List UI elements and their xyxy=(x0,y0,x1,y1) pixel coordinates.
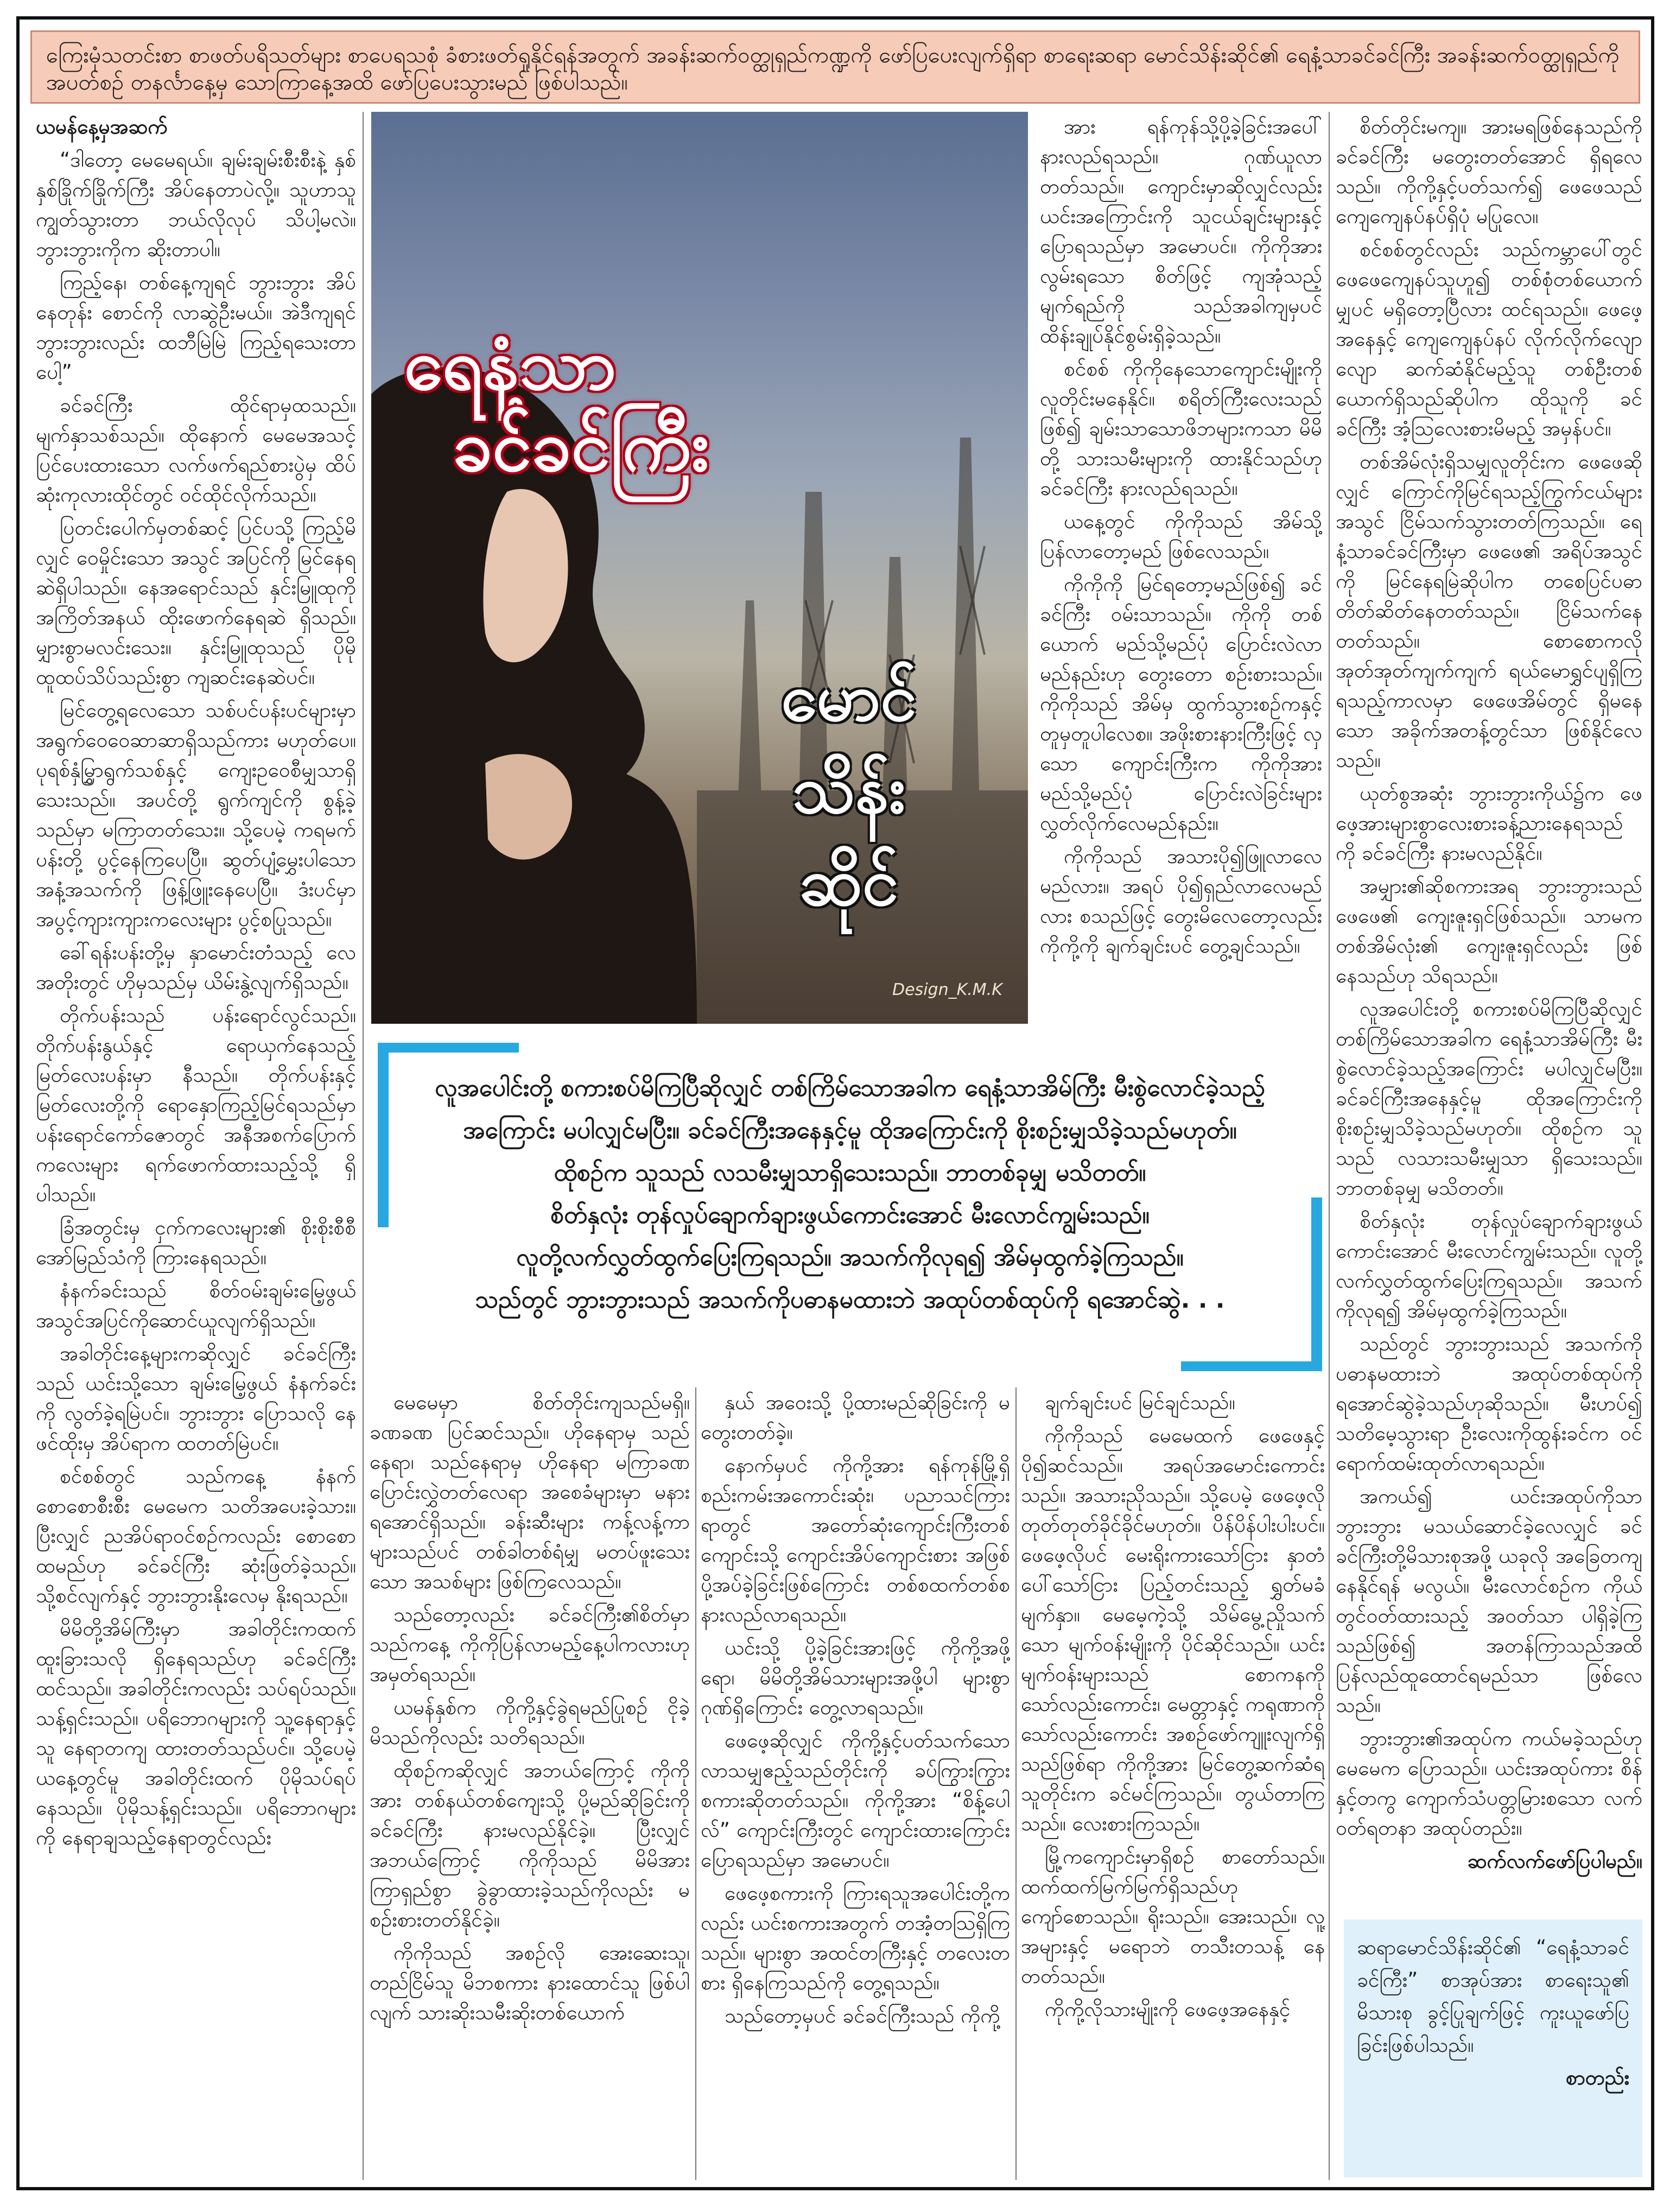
paragraph: ထိုစဉ်ကဆိုလျှင် အဘယ်ကြောင့် ကိုကိုအား တစ်နယ်တစ်ကျေးသို့ ပို့မည်ဆိုခြင်းကို ခင်ခင်ကြီး နားမလည်နိုင်ခဲ့။ ပြီးလျှင် အဘယ်ကြောင့် ကိုကိုသည် မိမိအား ကြာရှည်စွာ ခွဲခွာထားခဲ့သည်ကိုလည်း မစဉ်းစားတတ်နိုင်ခဲ့။ xyxy=(370,1759,690,1931)
pull-quote-line: ထိုစဉ်က သူသည် လသမီးမျှသာရှိသေးသည်။ ဘာတစ်ခုမျှ မသိတတ်။ xyxy=(554,1159,1146,1187)
paragraph: ကိုကို့လိုသားမျိုးကို ဖေဖေ့အနေနှင့် xyxy=(1045,1998,1291,2021)
pull-quote-line: လူအပေါင်းတို့ စကားစပ်မိကြပြီဆိုလျှင် တစ်ကြိမ်သောအခါက ရေနံ့သာအိမ်ကြီး မီးစွဲလောင်ခဲ့သည့် xyxy=(435,1074,1265,1102)
paragraph: အကယ်၍ ယင်းအထုပ်ကိုသာ ဘွားဘွား မသယ်ဆောင်ခဲ့လေလျှင် ခင်ခင်ကြီးတို့မိသားစုအဖို့ ယခုလို အခြေတကျနေနိုင်ရန် မလွယ်။ မီးလောင်စဉ်က ကိုယ်တွင်ဝတ်ထားသည့် အဝတ်သာ ပါရှိခဲ့ကြသည်ဖြစ်၍ အတန်ကြာသည်အထိပြန်လည်ထူထောင်ရမည်သာ ဖြစ်လေသည်။ xyxy=(1336,1485,1642,1717)
cover-author-line2: သိန်း xyxy=(792,752,906,828)
story-column-bottom-1 xyxy=(370,1387,690,2185)
paragraph: စင်စစ်တွင်လည်း သည်ကမ္ဘာပေါ်တွင် ဖေဖေကျေနပ်သူဟူ၍ တစ်စုံတစ်ယောက်မျှပင် မရှိတော့ပြီလား ထင်ရသည်။ ဖေဖေ့အနေနှင့် ကျေကျေနပ်နပ် လိုက်လိုက်လျောလျော ဆက်ဆံနိုင်မည့်သူ တစ်ဦးတစ်ယောက်ရှိသည်ဆိုပါက ထိုသူကို ခင်ခင်ကြီး အံ့ဩလေးစားမိမည့် အမှန်ပင်။ xyxy=(1336,238,1642,440)
paragraph: “ဒါတော့ မေမေရယ်။ ချမ်းချမ်းစီးစီးနဲ့ နှစ်နှစ်ခြိုက်ခြိုက်ကြီး အိပ်နေတာပဲလို့။ သူဟာသူ ကျွတ်သွားတာ ဘယ်လိုလုပ် သိပါ့မလဲ။ ဘွားဘွားကိုက ဆိုးတာပါ။ xyxy=(36,148,356,261)
cover-author-line1: မောင် xyxy=(781,660,917,736)
pull-quote-line: သည်တွင် ဘွားဘွားသည် အသက်ကိုပဓာနမထားဘဲ အထုပ်တစ်ထုပ်ကို ရအောင်ဆွဲ. . . xyxy=(475,1286,1225,1314)
book-cover-image xyxy=(371,112,1028,1024)
story-column-bottom-2 xyxy=(701,1387,1010,2185)
paragraph: စိတ်နှလုံး တုန်လှုပ်ချောက်ချားဖွယ် ကောင်းအောင် မီးလောင်ကျွမ်းသည်။ လူတို့ လက်လွှတ်ထွက်ပြေးကြရသည်။ အသက်ကိုလုရ၍ အိမ်မှထွက်ခဲ့ကြသည်။ xyxy=(1336,1209,1642,1322)
paragraph: ကြည့်နေ၊ တစ်နေ့ကျရင် ဘွားဘွား အိပ်နေတုန်း စောင်ကို လာဆွဲဦးမယ်။ အဲဒီကျရင် ဘွားဘွားလည်း ထဘီမြဲမြဲ ကြည့်ရသေးတာပေါ့” xyxy=(36,271,356,384)
paragraph: ကိုကိုသည် မေမေထက် ဖေဖေနှင့် ပို၍ဆင်သည်။ အရပ်အမောင်းကောင်းသည်။ အသားညိုသည်။ သို့ပေမဲ့ ဖေဖေ့လို တုတ်တုတ်ခိုင်ခိုင်မဟုတ်။ ပိန်ပိန်ပါးပါးပင်။ ဖေဖေ့လိုပင် မေးရိုးကားသော်ငြား နှာတံပေါ်သော်ငြား ပြည့်တင်းသည့် ရွှတ်မခံမျက်နှာ။ မေမေ့ကဲ့သို့ သိမ်မွေ့ညှိုသက်သော မျက်ဝန်းမျိုးကို ပိုင်ဆိုင်သည်။ ယင်းမျက်ဝန်းများသည် စောကနကို သော်လည်းကောင်း၊ မေတ္တာနှင့် ကရုဏာကိုသော်လည်းကောင်း အစဉ်ဖော်ကျူးလျက်ရှိသည်ဖြစ်ရာ ကိုကို့အား မြင်တွေ့ဆက်ဆံရသူတိုင်းက ခင်မင်ကြသည်။ တွယ်တာကြသည်။ လေးစားကြသည်။ xyxy=(1021,1424,1325,1835)
cover-design-credit: Design_K.M.K xyxy=(892,980,1002,999)
paragraph: ခေါ်ရန်းပန်းတို့မှ နှာမောင်းတံသည့် လေအတိုးတွင် ဟိုမှသည်မှ ယိမ်းနွဲ့လျက်ရှိသည်။ xyxy=(36,941,356,994)
paragraph: အမျှား၏ဆိုစကားအရ ဘွားဘွားသည် ဖေဖေ၏ ကျေးဇူးရှင်ဖြစ်သည်။ သာမက တစ်အိမ်လုံး၏ ကျေးဇူးရှင်လည်း ဖြစ်နေသည်ဟု သိရသည်။ xyxy=(1336,874,1642,987)
paragraph: ကိုကိုသည် အစဉ်လို အေးဆေးသူ၊ တည်ငြိမ်သူ မိဘစကား နားထောင်သူ ဖြစ်ပါလျက် သားဆိုးသမီးဆိုးတစ်ယောက် xyxy=(370,1941,690,2024)
paragraph: မိမိတို့အိမ်ကြီးမှာ အခါတိုင်းကထက် ထူးခြားသလို ရှိနေရသည်ဟု ခင်ခင်ကြီးထင်သည်။ အခါတိုင်းကလည်း သပ်ရပ်သည်။ သန့်ရှင်းသည်။ ပရိဘောဂများကို သူ့နေရာနှင့်သူ နေရာတကျ ထားတတ်သည်ပင်။ သို့ပေမဲ့ ယနေ့တွင်မူ အခါတိုင်းထက် ပိုမိုသပ်ရပ်နေသည်။ ပိုမိုသန့်ရှင်းသည်။ ပရိဘောဂများကို နေရာချသည့်နေရာတွင်လည်း xyxy=(36,1617,356,1849)
paragraph: အခါတိုင်းနေ့များကဆိုလျှင် ခင်ခင်ကြီးသည် ယင်းသို့သော ချမ်းမြေ့ဖွယ် နံနက်ခင်းကို လွတ်ခဲ့ရမြဲပင်။ ဘွားဘွား ပြောသလို နေဖင်ထိုးမှ အိပ်ရာက ထတတ်မြဲပင်။ xyxy=(36,1342,356,1455)
pull-quote xyxy=(378,1051,1322,1360)
column-rule xyxy=(1015,1387,1017,2180)
reprint-credit-box xyxy=(1344,1919,1642,2177)
column-rule xyxy=(695,1387,696,2180)
paragraph: တစ်အိမ်လုံးရှိသမျှလူတိုင်းက ဖေဖေဆိုလျှင် ကြောင်ကိုမြင်ရသည့်ကြွက်ငယ်များအသွင် ငြိမ်သက်သွားတတ်ကြသည်။ ရေနံ့သာခင်ခင်ကြီးမှာ ဖေဖေ၏ အရိပ်အသွင်ကို မြင်နေရမြဲဆိုပါက တစေပြင်ပဓာ တိတ်ဆိတ်နေတတ်သည်။ ငြိမ်သက်နေတတ်သည်။ စောစောကလို အုတ်အုတ်ကျက်ကျက် ရယ်မောရွှင်ပျရှိကြရသည့်ကာလမှာ ဖေဖေအိမ်တွင် ရှိမနေသော အခိုက်အတန့်တွင်သာ ဖြစ်နိုင်လေသည်။ xyxy=(1336,450,1642,772)
paragraph: နံနက်ခင်းသည် စိတ်ဝမ်းချမ်းမြေ့ဖွယ် အသွင်အပြင်ကိုဆောင်ယူလျက်ရှိသည်။ xyxy=(36,1279,356,1332)
paragraph: ကိုကိုသည် အသားပို၍ဖြူလာလေမည်လား။ အရပ် ပို၍ရှည်လာလေမည်လား စသည်ဖြင့် တွေးမိလေတော့လည်း ကိုကို့ကို ချက်ချင်းပင် တွေ့ချင်သည်။ xyxy=(1040,845,1322,958)
paragraph: အား ရန်ကုန်သို့ပို့ခဲ့ခြင်းအပေါ် နားလည်ရသည်။ ဂုဏ်ယူလာတတ်သည်။ ကျောင်းမှာဆိုလျှင်လည်း ယင်းအကြောင်းကို သူငယ်ချင်းများနှင့် ပြောရသည်မှာ အမောပင်။ ကိုကိုအား လွမ်းရသော စိတ်ဖြင့် ကျအုံသည့်မျက်ရည်ကို သည်အခါကျမှပင် ထိန်းချုပ်နိုင်စွမ်းရှိခဲ့သည်။ xyxy=(1040,115,1322,347)
continued-from-label: ယမန်နေ့မှအဆက် xyxy=(36,115,168,138)
story-column-bottom-3 xyxy=(1021,1387,1325,2185)
paragraph: ဖေဖေ့ဆိုလျှင် ကိုကို့နှင့်ပတ်သက်သော လာသမျှဧည့်သည်တိုင်းကို ခပ်ကြွားကြွား စကားဆိုတတ်သည်။ ကိုကို့အား “စိန့်ပေါလ်” ကျောင်းကြီးတွင် ကျောင်းထားကြောင်း ပြောရသည်မှာ အမောပင်။ xyxy=(701,1729,1010,1872)
paragraph: သည်တွင် ဘွားဘွားသည် အသက်ကို ပဓာနမထားဘဲ အထုပ်တစ်ထုပ်ကို ရအောင်ဆွဲခဲ့သည်ဟုဆိုသည်။ မီးဟပ်၍ သတိမေ့သွားရာ ဦးလေးကိုထွန်းခင်က ဝင်ရောက်ထမ်းထုတ်လာရသည်။ xyxy=(1336,1332,1642,1475)
paragraph: မြို့ကကျောင်းမှာရှိစဉ် စာတော်သည်။ ထက်ထက်မြက်မြက်ရှိသည်ဟု ကျော်စောသည်။ ရိုးသည်။ အေးသည်။ လူ့အများနှင့် မရောဘဲ တသီးတသန့် နေတတ်သည်။ xyxy=(1021,1845,1325,1988)
paragraph: ဘွားဘွား၏အထုပ်က ကယ်မခဲ့သည်ဟု မေမေက ပြောသည်။ ယင်းအထုပ်ကား စိန်နှင့်တကွ ကျောက်သံပတ္တမြားစသော လက်ဝတ်ရတနာ အထုပ်တည်း။ xyxy=(1336,1727,1642,1840)
paragraph: ယင်းသို့ ပို့ခဲ့ခြင်းအားဖြင့် ကိုကို့အဖို့ ရော၊ မိမိတို့အိမ်သားများအဖို့ပါ များစွာ ဂုဏ်ရှိကြောင်း တွေ့လာရသည်။ xyxy=(701,1636,1010,1719)
paragraph: စင်စစ် ကိုကိုနေသောကျောင်းမျိုးကို လူတိုင်းမနေနိုင်။ စရိတ်ကြီးလေးသည်ဖြစ်၍ ချမ်းသာသောဖိဘများကသာ မိမိတို့ သားသမီးများကို ထားနိုင်သည်ဟု ခင်ခင်ကြီး နားလည်ရသည်။ xyxy=(1040,357,1322,500)
series-intro-banner: ကြေးမုံသတင်းစာ စာဖတ်ပရိသတ်များ စာပေရသစုံ ခံစားဖတ်ရှုနိုင်ရန်အတွက် အခန်းဆက်ဝတ္ထုရှည်ကဏ္ဍကို ဖော်ပြပေးလျက်ရှိရာ စာရေးဆရာ မောင်သိန်းဆိုင်၏ ရေနံ့သာခင်ခင်ကြီး အခန်းဆက်ဝတ္ထုရှည်ကို အပတ်စဉ် တနင်္လာနေ့မှ သောကြာနေ့အထိ ဖော်ပြပေးသွားမည် ဖြစ်ပါသည်။ xyxy=(30,30,1640,104)
pull-quote-line: အကြောင်း မပါလျှင်မပြီး။ ခင်ခင်ကြီးအနေနှင့်မူ ထိုအကြောင်းကို စိုးစဉ်းမျှသိခဲ့သည်မဟုတ်။ xyxy=(463,1117,1237,1144)
editor-signature: စာတည်း xyxy=(1565,2066,1629,2089)
paragraph: စိတ်တိုင်းမကျ။ အားမရဖြစ်နေသည်ကို ခင်ခင်ကြီး မတွေးတတ်အောင် ရှိရလေသည်။ ကိုကို့နှင့်ပတ်သက်၍ ဖေဖေသည် ကျေကျေနပ်နပ်ရှိပုံ မပြုလေ။ xyxy=(1336,115,1642,228)
cover-title-line2: ခင်ခင်ကြီး xyxy=(453,404,709,487)
reprint-credit-text: ဆရာမောင်သိန်းဆိုင်၏ “ရေနံ့သာခင်ခင်ကြီး” စာအုပ်အား စာရေးသူ၏ မိသားစု ခွင့်ပြုချက်ဖြင့် ကူးယူဖော်ပြခြင်းဖြစ်ပါသည်။ xyxy=(1357,1936,1629,2057)
paragraph: ယနေ့တွင် ကိုကိုသည် အိမ်သို့ပြန်လာတော့မည် ဖြစ်လေသည်။ xyxy=(1040,510,1322,563)
column-rule xyxy=(1329,112,1330,2180)
paragraph: စင်စစ်တွင် သည်ကနေ့ နံနက်စောစောစီးစီး မေမေက သတိအပေးခဲ့သား။ ပြီးလျှင် ညအိပ်ရာဝင်စဉ်ကလည်း စောစောထမည်ဟု ခင်ခင်ကြီး ဆုံးဖြတ်ခဲ့သည်။ သို့စင်လျက်နှင့် ဘွားဘွားနိုးလေမှ နိုးရသည်။ xyxy=(36,1465,356,1607)
paragraph: လူအပေါင်းတို့ စကားစပ်မိကြပြီဆိုလျှင် တစ်ကြိမ်သောအခါက ရေနံ့သာအိမ်ကြီး မီးစွဲလောင်ခဲ့သည့်အကြောင်း မပါလျှင်မပြီး။ ခင်ခင်ကြီးအနေနှင့်မူ ထိုအကြောင်းကို စိုးစဉ်းမျှသိခဲ့သည်မဟုတ်။ ထိုစဉ်က သူသည် လသားသမီးမျှသာ ရှိသေးသည်။ ဘာတစ်ခုမျှ မသိတတ်။ xyxy=(1336,997,1642,1200)
pull-quote-line: လူတို့လက်လွှတ်ထွက်ပြေးကြရသည်။ အသက်ကိုလုရ၍ အိမ်မှထွက်ခဲ့ကြသည်။ xyxy=(516,1244,1184,1271)
paragraph: ခင်ခင်ကြီး ထိုင်ရာမှထသည်။ မျက်နှာသစ်သည်။ ထိုနောက် မေမေအသင့်ပြင်ပေးထားသော လက်ဖက်ရည်စားပွဲမှ ထိပ်ဆုံးကုလားထိုင်တွင် ဝင်ထိုင်လိုက်သည်။ xyxy=(36,394,356,506)
pull-quote-line: စိတ်နှလုံး တုန်လှုပ်ချောက်ချားဖွယ်ကောင်းအောင် မီးလောင်ကျွမ်းသည်။ xyxy=(550,1201,1150,1229)
story-column-1 xyxy=(36,112,356,2180)
cover-title-line1: ရေနံ့သာ xyxy=(404,323,617,405)
to-be-continued-label: ဆက်လက်ဖော်ပြပါမည်။ xyxy=(1467,1849,1642,1873)
column-rule xyxy=(363,112,364,2180)
paragraph: နောက်မှပင် ကိုကို့အား ရန်ကုန်မြို့ရှိ စည်းကမ်းအကောင်းဆုံး၊ ပညာသင်ကြားရာတွင် အတော်ဆုံးကျောင်းကြီးတစ်ကျောင်းသို့ ကျောင်းအိပ်ကျောင်းစား အဖြစ် ပို့အပ်ခဲ့ခြင်းဖြစ်ကြောင်း တစ်စထက်တစ်စ နားလည်လာရသည်။ xyxy=(701,1454,1010,1626)
paragraph: သည်တော့လည်း ခင်ခင်ကြီး၏စိတ်မှာ သည်ကနေ့ ကိုကိုပြန်လာမည့်နေ့ပါကလားဟု အမှတ်ရသည်။ xyxy=(370,1603,690,1686)
paragraph: မြင်တွေ့ရလေသော သစ်ပင်ပန်းပင်များမှာ အရွက်ဝေဝေဆာဆာရှိသည်ကား မဟုတ်ပေ။ ပုရစ်နှံမြွှာရွက်သစ်နှင့် ကျေးဥဝေစီမျှသာရှိသေးသည်။ အပင်တို့ ရွက်ကျင်ကို စွန့်ခဲ့သည်မှာ မကြာတတ်သေး။ သို့ပေမဲ့ ကရမက်ပန်းတို့ ပွင့်နေကြပေပြီ။ ဆွတ်ပျံ့မွှေးပါသော အနံ့အသက်ကို ဖြန့်ဖြူးနေပေပြီ။ ဒံးပင်မှာ အပွင့်ကျားကျားကလေးများ ပွင့်စပြုသည်။ xyxy=(36,699,356,931)
cover-author-line3: ဆိုင် xyxy=(799,845,899,920)
paragraph: မေမေမှာ စိတ်တိုင်းကျသည်မရှိ။ ခဏခဏ ပြင်ဆင်သည်။ ဟိုနေရာမှ သည်နေရာ၊ သည်နေရာမှ ဟိုနေရာ မကြာခဏ ပြောင်းလွှဲတတ်လေရာ အစေခံများမှာ မနားရအောင်ရှိသည်။ ခန်းဆီးများ ကန့်လန့်ကာများသည်ပင် တစ်ခါတစ်ရံမျှ မတပ်ဖူးသေးသော အသစ်များ ဖြစ်ကြလေသည်။ xyxy=(370,1391,690,1593)
paragraph: ခြံအတွင်းမှ ငှက်ကလေးများ၏ စိုးစိုးစီစီ အော်မြည်သံကို ကြားနေရသည်။ xyxy=(36,1216,356,1269)
story-column-4 xyxy=(1336,112,1642,1903)
paragraph: ဖေဖေ့စကားကို ကြားရသူအပေါင်းတို့ကလည်း ယင်းစကားအတွက် တအံ့တဩရှိကြသည်။ များစွာ အထင်တကြီးနှင့် တလေးတစား ရှိနေကြသည်ကို တွေ့ရသည်။ xyxy=(701,1881,1010,1994)
quote-bracket-horizontal-bottom xyxy=(1181,1361,1322,1371)
paragraph: ချက်ချင်းပင် မြင်ချင်သည်။ xyxy=(1045,1391,1235,1414)
paragraph: ယမန်နှစ်က ကိုကို့နှင့်ခွဲရမည်ပြုစဉ် ငိုခဲ့မိသည်ကိုလည်း သတိရသည်။ xyxy=(370,1696,690,1749)
paragraph: ယုတ်စွအဆုံး ဘွားဘွားကိုယ်၌က ဖေဖေ့အားများစွာလေးစားခန့်ညားနေရသည်ကို ခင်ခင်ကြီး နားမလည်နိုင်။ xyxy=(1336,782,1642,865)
paragraph: သည်တော့မှပင် ခင်ခင်ကြီးသည် ကိုကို့ xyxy=(725,2004,1000,2027)
paragraph: ကိုကိုကို မြင်ရတော့မည်ဖြစ်၍ ခင်ခင်ကြီး ဝမ်းသာသည်။ ကိုကို တစ်ယောက် မည်သို့မည်ပုံ ပြောင်းလဲလာမည်နည်းဟု တွေးတော စဉ်းစားသည်။ ကိုကိုသည် အိမ်မှ ထွက်သွားစဉ်ကနှင့် တူမှတူပါလေစ။ အဖိုးစားနားကြီးဖြင့် လှသော ကျောင်းကြီးက ကိုကိုအား မည်သို့မည်ပုံ ပြောင်းလဲခြင်းများ လွှတ်လိုက်လေမည်နည်း။ xyxy=(1040,573,1322,835)
newspaper-page xyxy=(16,16,1654,2190)
story-column-3 xyxy=(1040,112,1322,1024)
paragraph: ပြတင်းပေါက်မှတစ်ဆင့် ပြင်ပသို့ ကြည့်မိလျှင် ဝေမှိုင်းသော အသွင် အပြင်ကို မြင်နေရဆဲရှိပါသည်။ နေအရောင်သည် နှင်းမြူထုကို အကြိတ်အနယ် ထိုးဖောက်နေရဆဲ ရှိသည်။ မျှားစွာမလင်းသေး။ နှင်းမြူထုသည် ပိုမိုထူထပ်သိပ်သည်းစွာ ကျဆင်းနေဆဲပင်။ xyxy=(36,516,356,689)
paragraph: တိုက်ပန်းသည် ပန်းရောင်လွင်သည်။ တိုက်ပန်းနွယ်နှင့် ရောယှက်နေသည့် မြတ်လေးပန်းမှာ နီသည်။ တိုက်ပန်းနှင့် မြတ်လေးတို့ကို ရောနှောကြည့်မြင်ရသည်မှာ ပန်းရောင်ကော်ဇောတွင် အနီအစက်ပြောက်ကလေးများ ရက်ဖောက်ထားသည့်သို့ ရှိပါသည်။ xyxy=(36,1004,356,1206)
paragraph: နှယ် အဝေးသို့ ပို့ထားမည်ဆိုခြင်းကို မတွေးတတ်ခဲ့။ xyxy=(701,1391,1010,1444)
